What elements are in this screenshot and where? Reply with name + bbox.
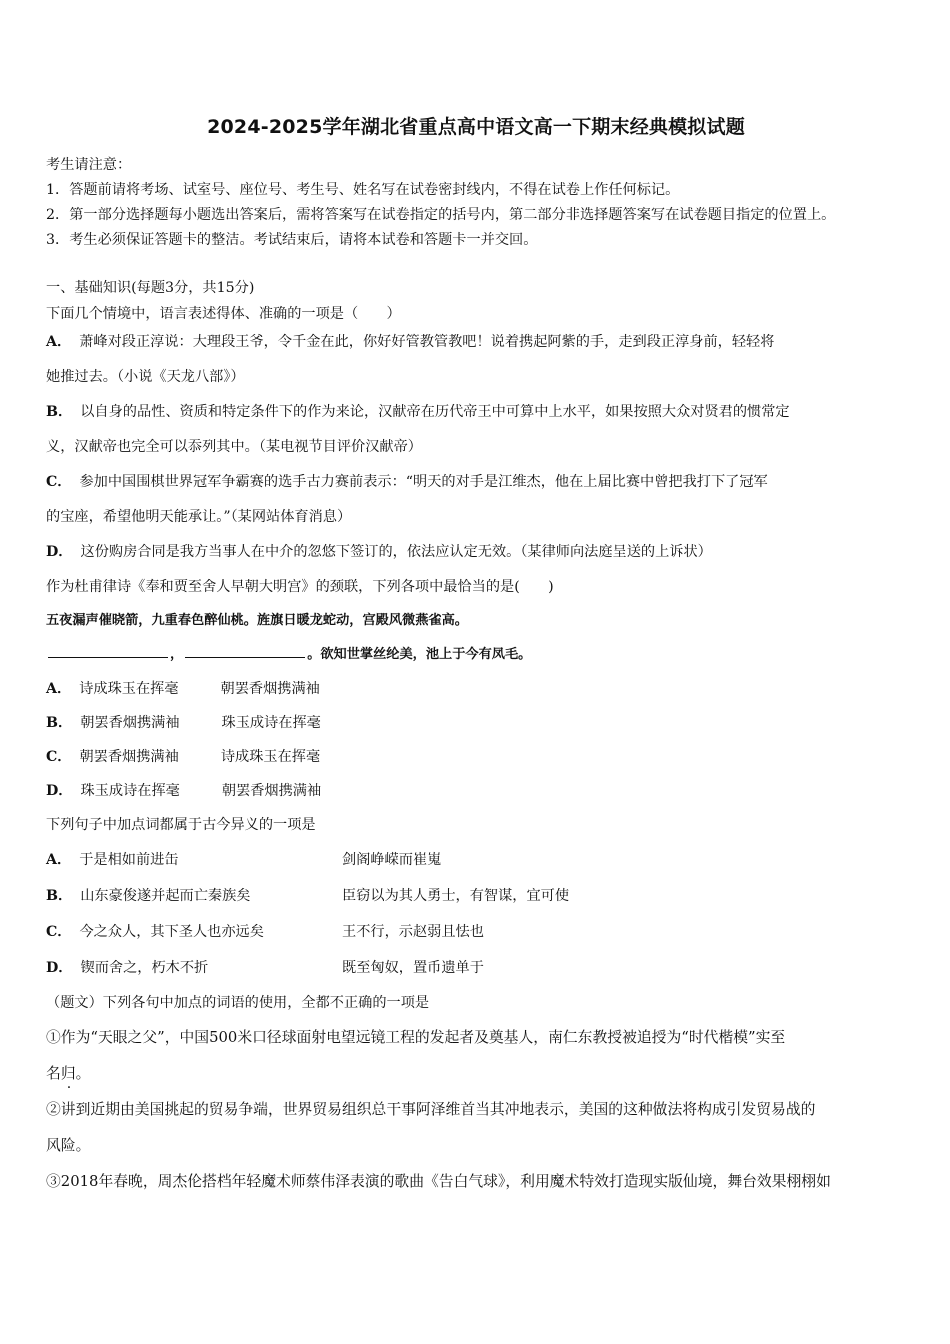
notice-block bbox=[46, 153, 906, 253]
q4-item-2-line-2: 风险。 bbox=[46, 1137, 91, 1154]
q2-option-c bbox=[46, 740, 906, 774]
notice-item-2: 2．第一部分选择题每小题选出答案后，需将答案写在试卷指定的括号内，第二部分非选择题答案写在试卷题目指定的位置上。 bbox=[46, 207, 836, 223]
q2-poem-line-2 bbox=[46, 638, 906, 672]
q2-option-a-letter: A． bbox=[46, 681, 72, 697]
q1-option-c-letter: C． bbox=[46, 474, 72, 490]
q3-option-d-letter: D． bbox=[46, 960, 73, 976]
q1-option-b-text-2: 义，汉献帝也完全可以忝列其中。（某电视节目评价汉献帝） bbox=[46, 439, 422, 455]
q2-option-d-first: 珠玉成诗在挥毫 bbox=[80, 783, 180, 799]
q2-stem: 作为杜甫律诗《奉和贾至舍人早朝大明宫》的颈联，下列各项中最恰当的是( ) bbox=[46, 579, 554, 595]
q2-option-d bbox=[46, 774, 906, 808]
q2-poem-separator: ， bbox=[170, 647, 184, 662]
q1-option-b-text-1: 以自身的品性、资质和特定条件下的作为来论，汉献帝在历代帝王中可算中上水平，如果按照大众对贤君的惯常定 bbox=[80, 404, 790, 420]
q3-option-d-left: 锲而舍之，朽木不折 bbox=[80, 960, 209, 976]
notice-item-3: 3．考生必须保证答题卡的整洁。考试结束后，请将本试卷和答题卡一并交回。 bbox=[46, 232, 538, 248]
answer-blank-1[interactable] bbox=[48, 645, 168, 658]
q3-option-a-letter: A． bbox=[46, 852, 72, 868]
q2-option-a-second: 朝罢香烟携满袖 bbox=[220, 681, 320, 697]
q3-option-c-right: 王不行，示赵弱且怯也 bbox=[342, 924, 484, 940]
q4-item-1-dotted-word: 归 bbox=[60, 1065, 76, 1082]
q1-option-d-letter: D． bbox=[46, 544, 73, 560]
q2-option-c-second: 诗成珠玉在挥毫 bbox=[220, 749, 321, 765]
q4-item-1-end: 。 bbox=[75, 1065, 91, 1082]
q2-option-d-letter: D． bbox=[46, 783, 73, 799]
q1-option-a bbox=[46, 325, 906, 395]
q2-option-d-second: 朝罢香烟携满袖 bbox=[221, 783, 322, 799]
q1-option-d bbox=[46, 535, 906, 570]
q2-option-a-first: 诗成珠玉在挥毫 bbox=[79, 681, 179, 697]
q2-poem-tail: 。欲知世掌丝纶美，池上于今有凤毛。 bbox=[307, 647, 532, 662]
q3-option-b bbox=[46, 878, 906, 914]
q3-option-b-letter: B． bbox=[46, 888, 73, 904]
notice-heading: 考生请注意： bbox=[46, 157, 132, 173]
q3-option-c-letter: C． bbox=[46, 924, 72, 940]
q3-option-c bbox=[46, 914, 906, 950]
q3-option-c-left: 今之众人，其下圣人也亦远矣 bbox=[79, 924, 264, 940]
q2-poem-line-1: 五夜漏声催晓箭，九重春色醉仙桃。旌旗日暖龙蛇动，宫殿风微燕雀高。 bbox=[46, 613, 468, 628]
section-heading: 一、基础知识(每题3分，共15分) bbox=[46, 280, 255, 296]
q1-option-c-text-1: 参加中国围棋世界冠军争霸赛的选手古力赛前表示：“明天的对手是江维杰，他在上届比赛中曾把我打下了冠军 bbox=[79, 474, 768, 490]
q4-item-2-line-1: ②讲到近期由美国挑起的贸易争端，世界贸易组织总干事阿泽维首当其冲地表示，美国的这种做法将构成引发贸易战的 bbox=[46, 1101, 816, 1118]
q3-option-d bbox=[46, 950, 906, 986]
q1-option-b bbox=[46, 395, 906, 465]
q1-stem: 下面几个情境中，语言表述得体、准确的一项是（ ） bbox=[46, 306, 401, 322]
q1-option-b-letter: B． bbox=[46, 404, 73, 420]
q1-option-a-letter: A． bbox=[46, 334, 72, 350]
q2-option-b-second: 珠玉成诗在挥毫 bbox=[221, 715, 321, 731]
q2-option-b-first: 朝罢香烟携满袖 bbox=[80, 715, 180, 731]
q3-option-b-left: 山东豪俊遂并起而亡秦族矣 bbox=[80, 888, 251, 904]
q1-option-a-text-2: 她推过去。（小说《天龙八部》） bbox=[46, 369, 245, 385]
q4-item-1-word-a: 名 bbox=[46, 1065, 61, 1082]
q1-option-c-text-2: 的宝座，希望他明天能承让。”（某网站体育消息） bbox=[46, 509, 352, 525]
notice-item-1: 1．答题前请将考场、试室号、座位号、考生号、姓名写在试卷密封线内，不得在试卷上作任何标记。 bbox=[46, 182, 680, 198]
q1-option-c bbox=[46, 465, 906, 535]
q3-option-a-left: 于是相如前进缶 bbox=[79, 852, 179, 868]
q2-option-b-letter: B． bbox=[46, 715, 73, 731]
page-title: 2024-2025学年湖北省重点高中语文高一下期末经典模拟试题 bbox=[207, 116, 745, 138]
q1-option-d-text-1: 这份购房合同是我方当事人在中介的忽悠下签订的，依法应认定无效。（某律师向法庭呈送的上诉状） bbox=[80, 544, 712, 560]
q3-option-a bbox=[46, 842, 906, 878]
q2-option-c-first: 朝罢香烟携满袖 bbox=[79, 749, 179, 765]
q2-option-b bbox=[46, 706, 906, 740]
q3-option-a-right: 剑阁峥嵘而崔嵬 bbox=[342, 852, 442, 868]
q2-option-a bbox=[46, 672, 906, 706]
q4-stem: （题文）下列各句中加点的词语的使用，全都不正确的一项是 bbox=[46, 995, 430, 1011]
q3-option-b-right: 臣窃以为其人勇士，有智谋，宜可使 bbox=[342, 888, 570, 904]
q4-item-1-line-2 bbox=[46, 1056, 906, 1092]
q4-item-1-line-1: ①作为“天眼之父”，中国500米口径球面射电望远镜工程的发起者及奠基人，南仁东教授被追授为“时代楷模”实至 bbox=[46, 1029, 786, 1046]
q1-option-a-text-1: 萧峰对段正淳说：大理段王爷，令千金在此，你好好管教管教吧！说着携起阿紫的手，走到段正淳身前，轻轻将 bbox=[79, 334, 775, 350]
answer-blank-2[interactable] bbox=[185, 645, 305, 658]
q3-stem: 下列句子中加点词都属于古今异义的一项是 bbox=[46, 817, 316, 833]
q4-item-3-line-1: ③2018年春晚，周杰伦搭档年轻魔术师蔡伟泽表演的歌曲《告白气球》，利用魔术特效打造现实版仙境，舞台效果栩栩如 bbox=[46, 1173, 831, 1190]
q2-option-c-letter: C． bbox=[46, 749, 72, 765]
q3-option-d-right: 既至匈奴，置币遗单于 bbox=[342, 960, 484, 976]
